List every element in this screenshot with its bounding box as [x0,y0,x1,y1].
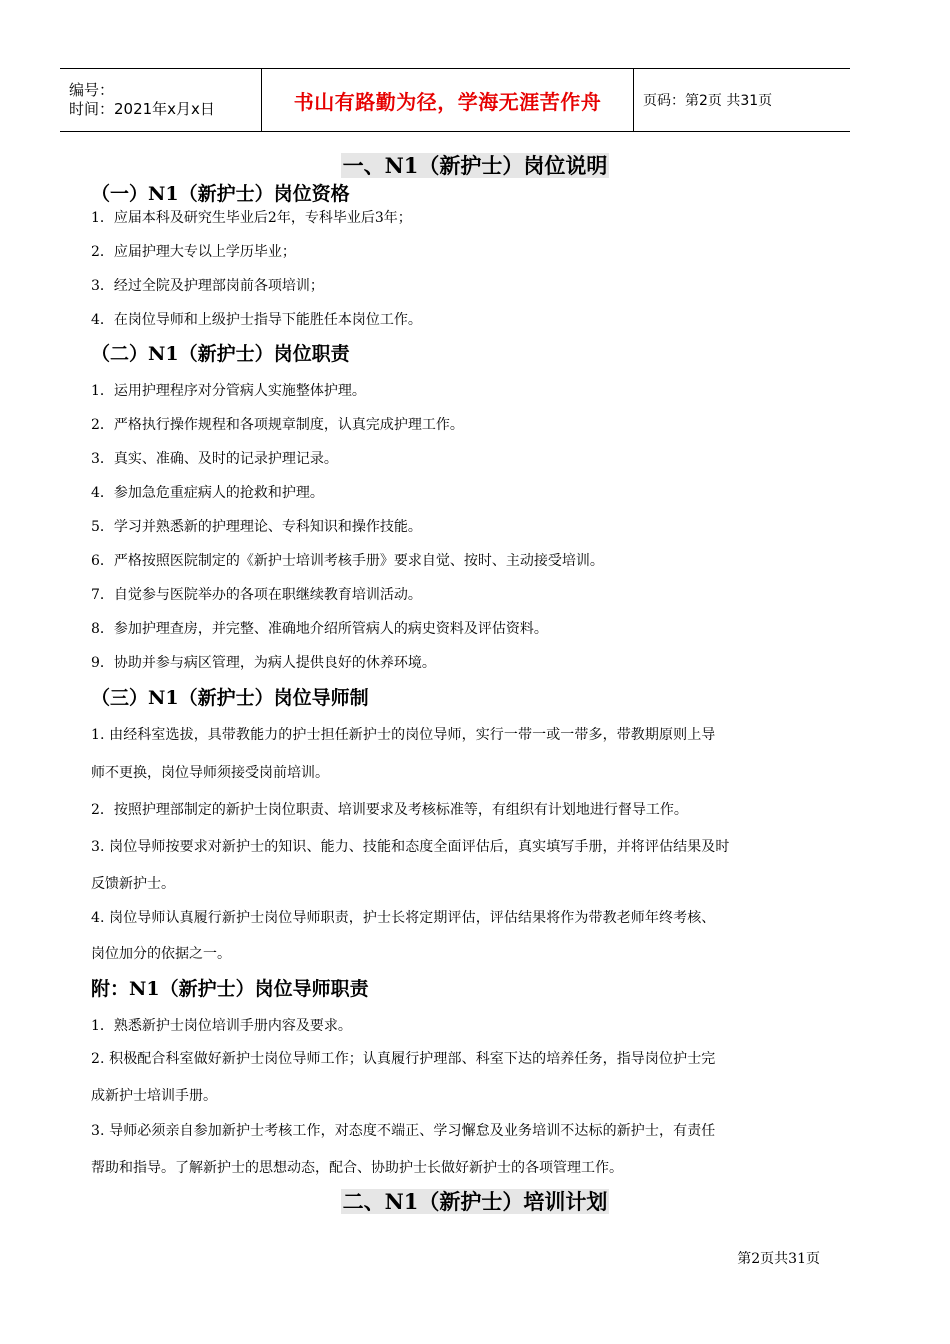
list-item: 7．自觉参与医院举办的各项在职继续教育培训活动。 [91,587,422,603]
paragraph-line: 反馈新护士。 [91,876,175,892]
paragraph-line: 4. 岗位导师认真履行新护士岗位导师职责，护士长将定期评估，评估结果将作为带教老师年终考核、 [91,910,716,926]
time-label: 时间：2021年x月x日 [69,100,215,118]
list-item: 1．运用护理程序对分管病人实施整体护理。 [91,383,366,399]
paragraph-line: 成新护士培训手册。 [91,1088,217,1104]
motto: 书山有路勤为径，学海无涯苦作舟 [293,89,602,114]
paragraph-line: 师不更换，岗位导师须接受岗前培训。 [91,765,329,781]
appendix-title: 附：N1（新护士）岗位导师职责 [91,978,369,1000]
header-motto-cell [261,69,634,131]
serial-label: 编号： [69,81,115,99]
paragraph-line: 2. 积极配合科室做好新护士岗位导师工作；认真履行护理部、科室下达的培养任务，指导岗位护士完 [91,1051,716,1067]
subsection-title-mentorship: （三）N1（新护士）岗位导师制 [91,687,369,709]
list-item: 2．严格执行操作规程和各项规章制度，认真完成护理工作。 [91,417,464,433]
list-item: 6．严格按照医院制定的《新护士培训考核手册》要求自觉、按时、主动接受培训。 [91,553,604,569]
section-title-2: 二、N1（新护士）培训计划 [342,1189,608,1214]
list-item: 5．学习并熟悉新的护理理论、专科知识和操作技能。 [91,519,422,535]
list-item: 4．在岗位导师和上级护士指导下能胜任本岗位工作。 [91,312,422,328]
paragraph-line: 岗位加分的依据之一。 [91,946,231,962]
document-header [60,68,850,132]
list-item: 3．真实、准确、及时的记录护理记录。 [91,451,338,467]
list-item: 4．参加急危重症病人的抢救和护理。 [91,485,324,501]
section-title-1: 一、N1（新护士）岗位说明 [342,153,608,178]
page-footer: 第2页共31页 [737,1251,820,1267]
paragraph-line: 3. 导师必须亲自参加新护士考核工作，对态度不端正、学习懈怠及业务培训不达标的新护士，有责任 [91,1123,716,1139]
list-item: 2．应届护理大专以上学历毕业； [91,244,296,260]
paragraph-line: 帮助和指导。了解新护士的思想动态，配合、协助护士长做好新护士的各项管理工作。 [91,1160,623,1176]
paragraph-line: 1. 由经科室选拔，具带教能力的护士担任新护士的岗位导师，实行一带一或一带多，带教期原则上导 [91,727,716,743]
list-item: 8．参加护理查房，并完整、准确地介绍所管病人的病史资料及评估资料。 [91,621,548,637]
subsection-title-qualification: （一）N1（新护士）岗位资格 [91,183,350,205]
paragraph-line: 2．按照护理部制定的新护士岗位职责、培训要求及考核标准等，有组织有计划地进行督导工作。 [91,802,688,818]
header-meta [60,69,261,131]
header-page-info: 页码：第2页 共31页 [643,93,773,109]
list-item: 3．经过全院及护理部岗前各项培训； [91,278,324,294]
paragraph-line: 1．熟悉新护士岗位培训手册内容及要求。 [91,1018,352,1034]
subsection-title-duties: （二）N1（新护士）岗位职责 [91,343,350,365]
list-item: 9．协助并参与病区管理，为病人提供良好的休养环境。 [91,655,436,671]
paragraph-line: 3. 岗位导师按要求对新护士的知识、能力、技能和态度全面评估后，真实填写手册，并将评估结果及时 [91,839,730,855]
list-item: 1．应届本科及研究生毕业后2年，专科毕业后3年； [91,210,412,226]
